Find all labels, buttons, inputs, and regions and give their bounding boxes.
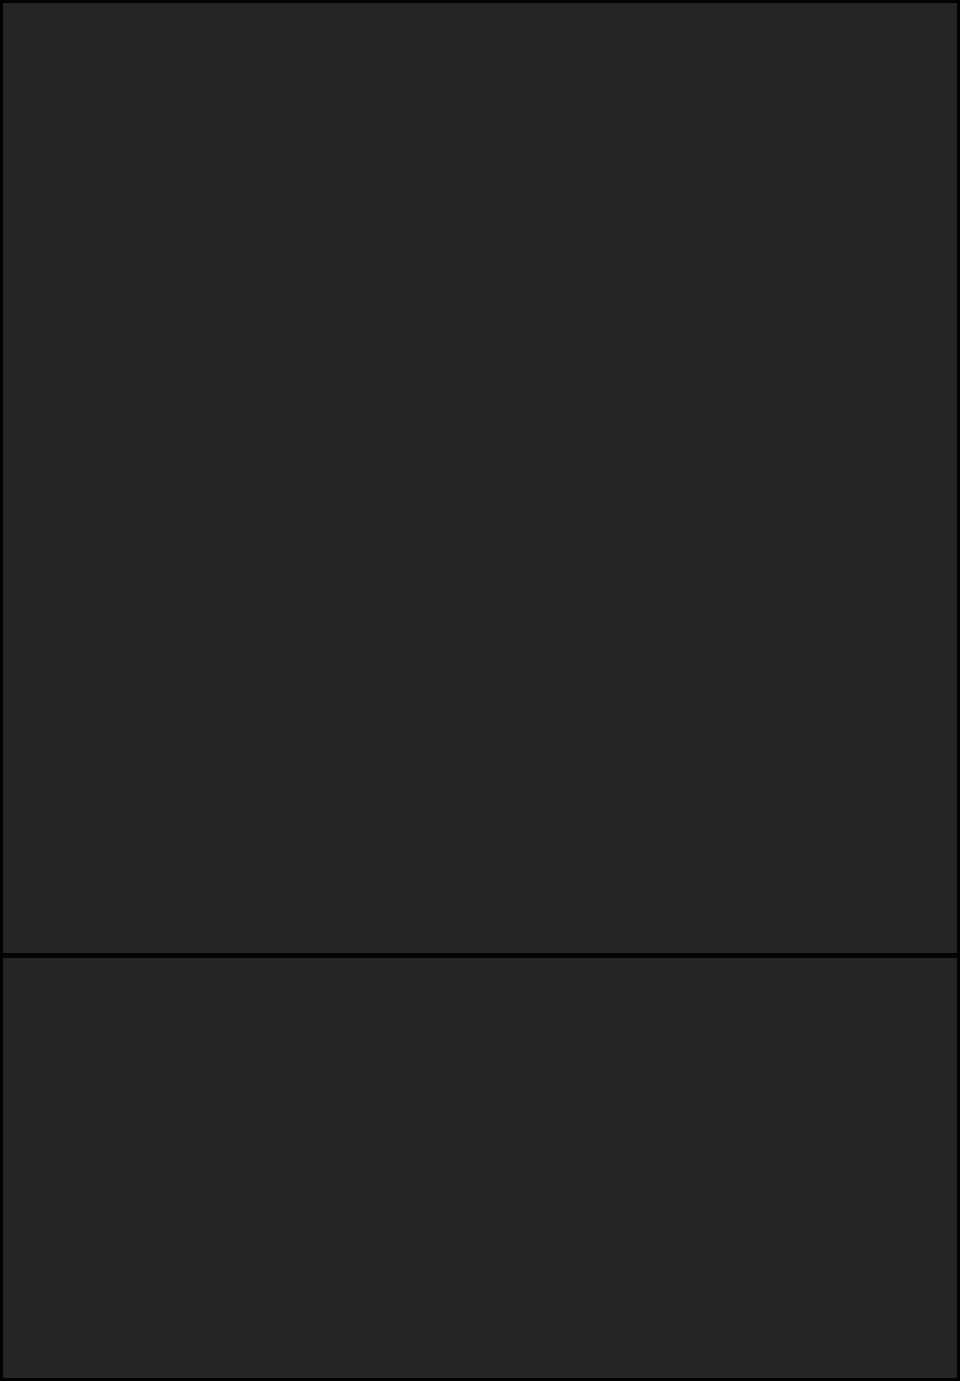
compatibility-table-panel: [3, 3, 957, 953]
demolition-legend-panel: [3, 958, 957, 1378]
